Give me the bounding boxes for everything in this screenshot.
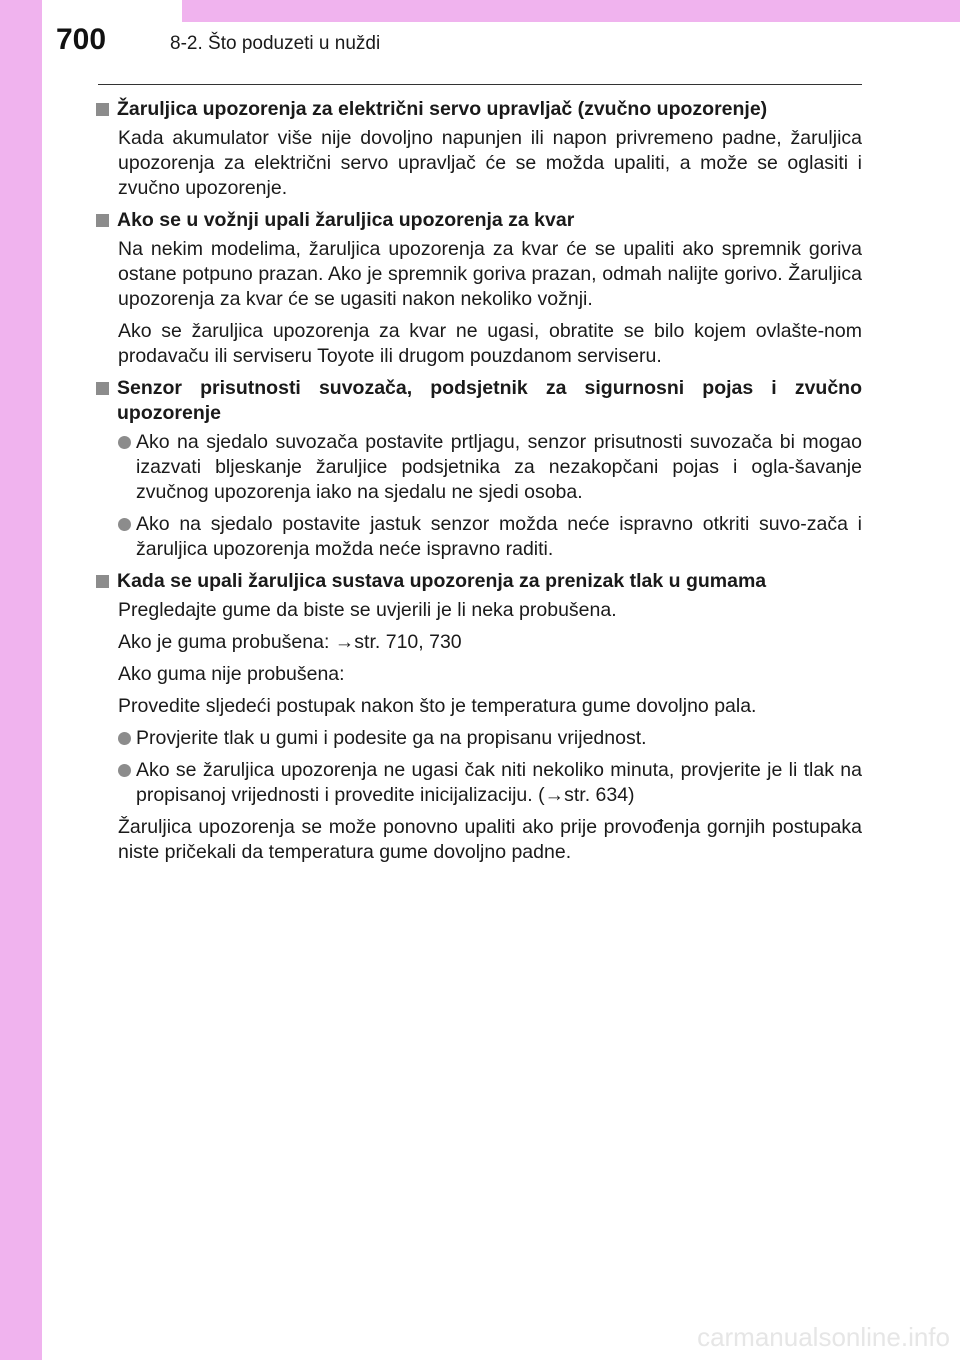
- list-item: Ako na sjedalo suvozača postavite prtljagu, senzor prisutnosti suvozača bi mogao izazvati bljeskanje žaruljice podsjetnika za nezakopčani pojas i ogla-šavanje zvučnog upozorenja iako na sjedalu ne sjedi osoba.: [118, 430, 862, 505]
- paragraph: Ako se žaruljica upozorenja za kvar ne ugasi, obratite se bilo kojem ovlašte-nom prodavaču ili serviseru Toyote ili drugom pouzdanom serviseru.: [118, 320, 862, 367]
- section-heading: Žaruljica upozorenja za električni servo upravljač (zvučno upozorenje): [96, 97, 862, 122]
- section-tire-pressure: [96, 569, 862, 865]
- list-item: Ako na sjedalo postavite jastuk senzor možda neće ispravno otkriti suvo-zača i žaruljica upozorenja možda neće ispravno raditi.: [118, 512, 862, 562]
- paragraph: Ako guma nije probušena:: [118, 663, 345, 685]
- circle-bullet-icon: [118, 732, 131, 745]
- left-color-band: [0, 0, 42, 1360]
- paragraph: Kada akumulator više nije dovoljno napunjen ili napon privremeno padne, žaruljica upozorenja za električni servo upravljač će se možda upaliti, a može se oglasiti i zvučno upozorenje.: [118, 127, 862, 199]
- page-content: [96, 97, 862, 872]
- closing-paragraph: Žaruljica upozorenja se može ponovno upaliti ako prije provođenja gornjih postupaka niste pričekali da temperatura gume dovoljno padne.: [118, 816, 862, 863]
- section-heading: Kada se upali žaruljica sustava upozorenja za prenizak tlak u gumama: [96, 569, 862, 594]
- section-title: 8-2. Što poduzeti u nuždi: [170, 33, 381, 54]
- section-power-steering: [96, 97, 862, 201]
- section-passenger-sensor: [96, 376, 862, 562]
- section-heading: Ako se u vožnji upali žaruljica upozorenja za kvar: [96, 208, 862, 233]
- square-bullet-icon: [96, 214, 109, 227]
- list-item: Ako se žaruljica upozorenja ne ugasi čak niti nekoliko minuta, provjerite je li tlak na propisanoj vrijednosti i provedite inicijalizaciju. (→str. 634): [118, 758, 862, 808]
- section-heading: Senzor prisutnosti suvozača, podsjetnik za sigurnosni pojas i zvučno upozorenje: [96, 376, 862, 426]
- paragraph: Pregledajte gume da biste se uvjerili je li neka probušena.: [118, 599, 617, 621]
- paragraph: Na nekim modelima, žaruljica upozorenja za kvar će se upaliti ako spremnik goriva ostane potpuno prazan. Ako je spremnik goriva prazan, odmah nalijte gorivo. Žaruljica upozorenja za kvar će se ugasiti nakon nekoliko vožnji.: [118, 238, 862, 310]
- section-malfunction-light: [96, 208, 862, 369]
- circle-bullet-icon: [118, 436, 131, 449]
- page-number: 700: [56, 23, 107, 56]
- paragraph: Provedite sljedeći postupak nakon što je temperatura gume dovoljno pala.: [118, 695, 757, 717]
- header-rule: [98, 84, 862, 85]
- watermark: carmanualsonline.info: [697, 1322, 950, 1352]
- list-item: Provjerite tlak u gumi i podesite ga na propisanu vrijednost.: [118, 726, 862, 751]
- square-bullet-icon: [96, 382, 109, 395]
- square-bullet-icon: [96, 575, 109, 588]
- circle-bullet-icon: [118, 764, 131, 777]
- square-bullet-icon: [96, 103, 109, 116]
- circle-bullet-icon: [118, 518, 131, 531]
- paragraph: Ako je guma probušena: →str. 710, 730: [118, 631, 462, 653]
